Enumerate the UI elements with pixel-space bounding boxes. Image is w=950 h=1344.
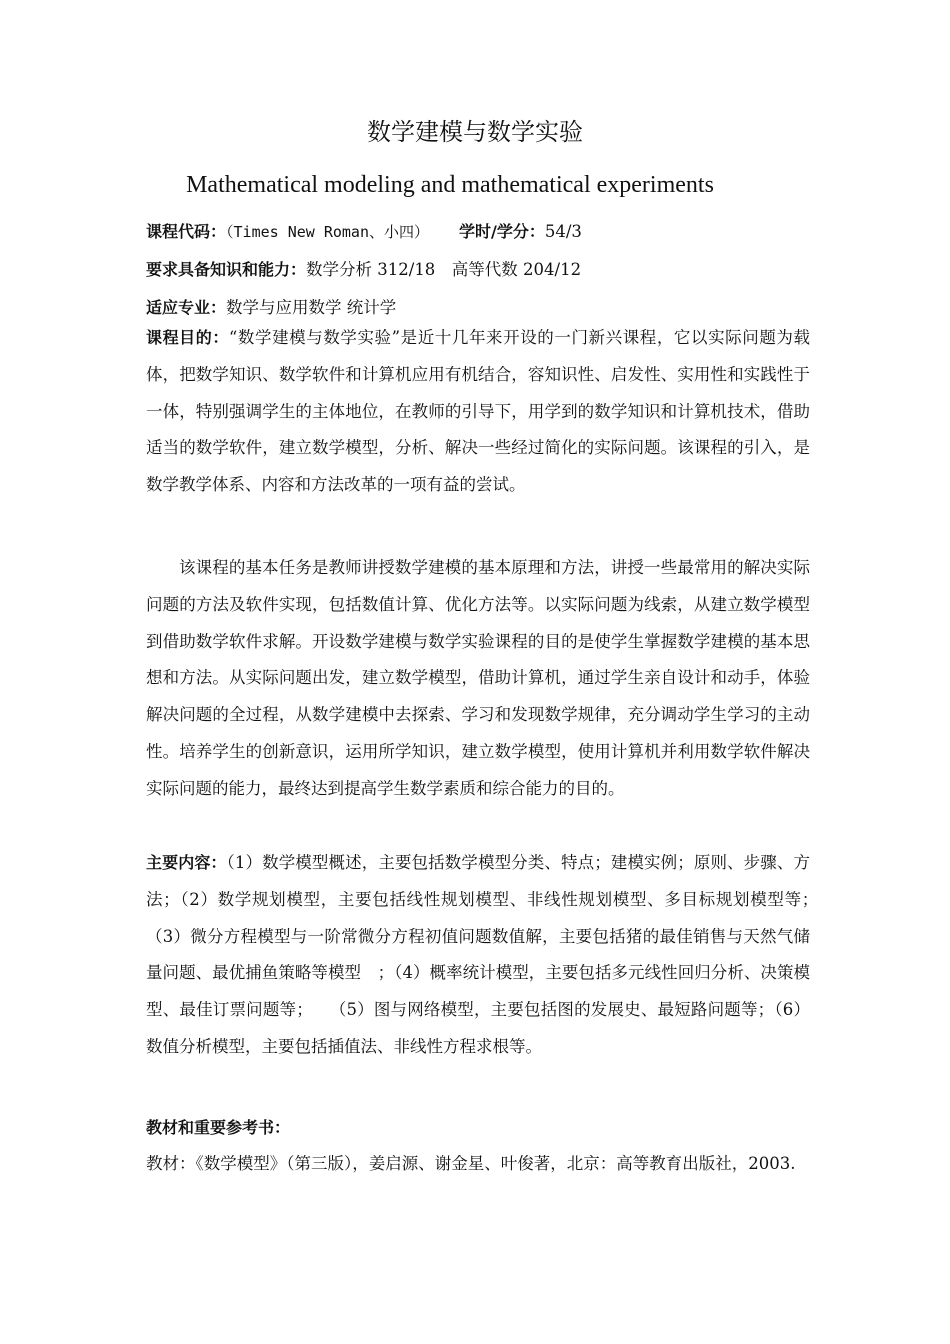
textbook-paragraph: 教材：《数学模型》（第三版），姜启源、谢金星、叶俊著，北京：高等教育出版社，2003. [146,1154,796,1173]
hours-label: 学时/学分： [458,222,545,241]
majors-label: 适应专业： [146,298,227,317]
course-code-label: 课程代码： [146,222,227,241]
course-code-value: （Times New Roman、小四） [226,223,429,241]
majors-value: 数学与应用数学 统计学 [226,298,397,317]
course-title-english: Mathematical modeling and mathematical experiments [186,172,714,198]
main-content-label: 主要内容： [146,853,227,872]
hours-value: 54/3 [544,222,582,241]
references-label: 教材和重要参考书： [146,1118,291,1137]
objective-label: 课程目的： [146,328,229,347]
task-paragraph: 该课程的基本任务是教师讲授数学建模的基本原理和方法，讲授一些最常用的解决实际问题的方法及软件实现，包括数值计算、优化方法等。以实际问题为线索，从建立数学模型到借助数学软件求解。开设数学建模与数学实验课程的目的是使学生掌握数学建模的基本思想和方法。从实际问题出发，建立数学模型，借助计算机，通过学生亲自设计和动手，体验解决问题的全过程，从数学建模中去探索、学习和发现数学规律，充分调动学生学习的主动性。培养学生的创新意识，运用所学知识，建立数学模型，使用计算机并利用数学软件解决实际问题的能力，最终达到提高学生数学素质和综合能力的目的。 [146,558,810,798]
prerequisites-label: 要求具备知识和能力： [146,260,307,279]
majors-line [146,296,810,320]
course-code-line [146,220,810,244]
main-content-paragraph [146,845,827,1066]
objective-text: “数学建模与数学实验”是近十几年来开设的一门新兴课程，它以实际问题为载体，把数学知识、数学软件和计算机应用有机结合，容知识性、启发性、实用性和实践性于一体，特别强调学生的主体地位，在教师的引导下，用学到的数学知识和计算机技术，借助适当的数学软件，建立数学模型，分析、解决一些经过简化的实际问题。该课程的引入，是数学教学体系、内容和方法改革的一项有益的尝试。 [146,328,810,495]
objective-paragraph [146,320,810,504]
prerequisites-line [146,258,810,282]
references-heading [146,1116,810,1140]
prerequisites-value: 数学分析 312/18 高等代数 204/12 [306,260,582,279]
main-content-text: （1）数学模型概述，主要包括数学模型分类、特点；建模实例；原则、步骤、方法；（2）数学规划模型，主要包括线性规划模型、非线性规划模型、多目标规划模型等； （3）微分方程模型与一阶常微分方程初值问题数值解，主要包括猪的最佳销售与天然气储量问题、最优捕鱼策略等模型 ；（4）概率统计模型，主要包括多元线性回归分析、决策模型、最佳订票问题等； （5）图与网络模型，主要包括图的发展史、最短路问题等；（6）数值分析模型，主要包括插值法、非线性方程求根等。 [146,853,827,1056]
course-title-chinese: 数学建模与数学实验 [367,118,583,146]
